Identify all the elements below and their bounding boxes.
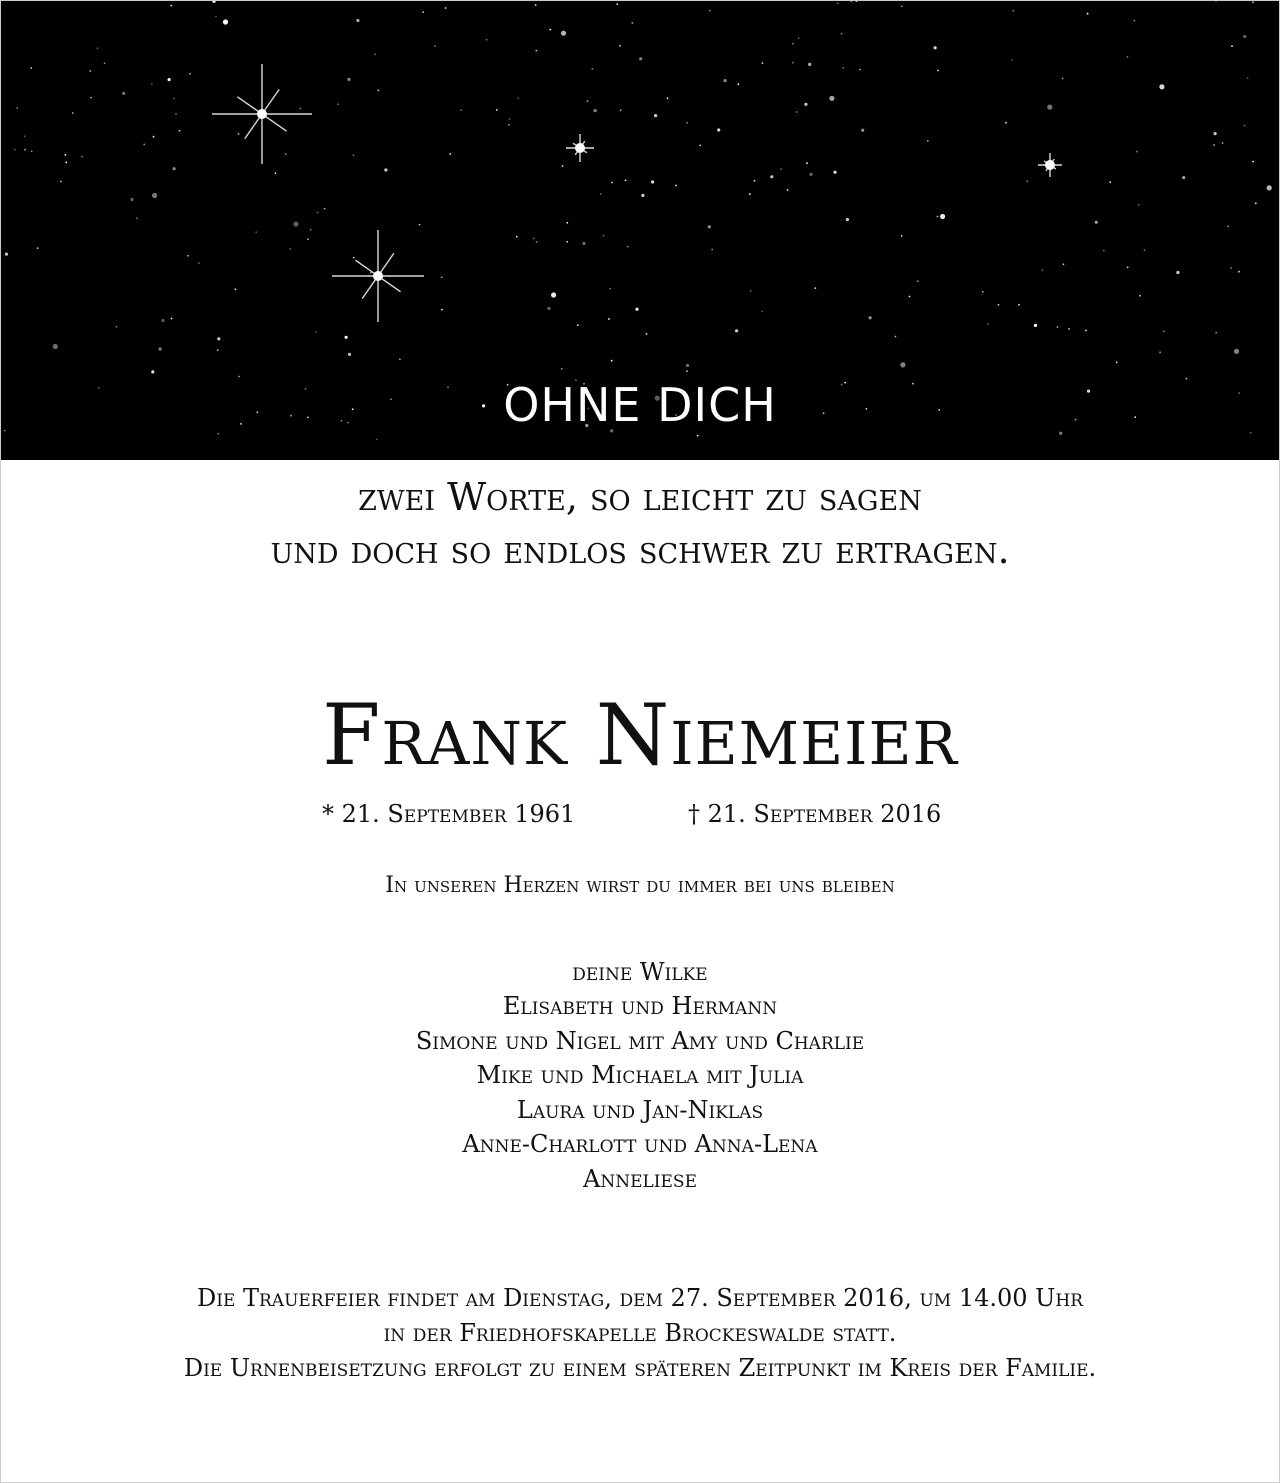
star-dot [792,62,794,64]
star-dot [24,149,26,151]
star-dot [1139,295,1141,297]
star-dot [238,133,240,135]
star-dot [1012,10,1014,12]
star-dot [377,90,379,92]
star-dot [516,236,518,238]
service-notice-line: Die Urnenbeisetzung erfolgt zu einem späteren Zeitpunkt im Kreis der Familie. [183,1354,1097,1382]
star-dot [709,10,711,12]
star-dot [1085,330,1087,332]
star-dot [737,83,739,85]
star-dot [173,167,176,170]
star-dot [441,309,443,311]
star-dot [611,182,613,184]
star-dot [441,277,443,279]
star-dot [561,31,566,36]
star-dot [1034,324,1037,327]
star-dot [486,39,488,41]
star-dot [384,168,387,171]
star-dot [24,135,26,137]
sparkle-star [332,230,424,322]
star-dot [987,323,989,325]
star-dot [639,57,642,60]
star-dot [654,114,657,117]
star-dot [796,111,798,113]
star-dot [1011,59,1013,61]
star-dot [750,290,752,292]
star-dot [187,255,189,257]
star-dot [153,136,155,138]
star-dot [917,280,919,282]
star-dot [345,336,348,339]
star-dot [1095,221,1098,224]
star-dot [374,54,376,56]
star-dot [982,291,984,293]
star-dot [697,435,699,437]
star-dot [64,154,66,156]
star-dot [217,349,219,351]
death-date: † 21. September 2016 [688,800,942,828]
star-dot [641,194,644,197]
star-dot [179,130,181,132]
star-dot [1222,142,1224,144]
poem-line-2: und doch so endlos schwer zu ertragen. [270,528,1010,572]
star-dot [53,344,58,349]
star-dot [175,113,177,115]
family-line: Mike und Michaela mit Julia [476,1061,804,1089]
sparkle-star [1038,153,1062,177]
star-dot [215,16,217,18]
star-dot [90,97,92,99]
star-dot [780,168,782,170]
star-dot [289,248,291,250]
star-dot [1057,326,1059,328]
star-dot [934,46,937,49]
star-dot [1063,263,1065,265]
star-dot [900,362,905,367]
star-dot [754,180,756,182]
star-dot [1144,249,1146,251]
star-dot [1255,202,1257,204]
family-line: deine Wilke [572,958,708,986]
starry-sky-banner [0,0,1280,460]
star-dot [171,318,173,320]
star-dot [566,241,568,243]
star-dot [646,333,648,335]
star-dot [770,175,773,178]
star-dot [419,224,421,226]
star-dot [787,189,789,191]
star-dot [901,235,903,237]
star-dot [809,173,812,176]
star-dot [808,63,811,66]
star-dot [143,144,145,146]
family-line: Elisabeth und Hermann [502,992,778,1020]
star-dot [1243,35,1246,38]
star-dot [1227,226,1229,228]
star-dot [667,97,669,99]
star-dot [1176,271,1179,274]
star-dot [895,336,897,338]
family-line: Simone und Nigel mit Amy und Charlie [415,1027,865,1055]
star-dot [708,225,711,228]
star-dot [104,62,106,64]
star-dot [131,198,134,201]
star-dot [762,62,764,64]
star-dot [627,246,629,248]
star-dot [89,70,91,72]
star-dot [582,242,585,245]
star-dot [1068,328,1070,330]
star-dot [761,311,763,313]
star-dot [337,103,339,105]
star-dot [600,193,602,195]
star-dot [14,149,16,151]
service-notice-line: Die Trauerfeier findet am Dienstag, dem 27. September 2016, um 14.00 Uhr [196,1284,1084,1312]
star-dot [804,103,807,106]
star-dot [217,433,219,435]
star-dot [937,216,939,218]
star-dot [1134,20,1136,22]
star-dot [1103,250,1105,252]
star-dot [285,153,287,155]
star-dot [217,337,220,340]
star-dot [551,292,556,297]
star-dot [806,162,808,164]
star-dot [651,180,654,183]
star-dot [1252,161,1254,163]
star-dot [422,11,424,13]
star-dot [749,193,751,195]
star-dot [1182,176,1185,179]
star-dot [1244,125,1246,127]
star-dot [846,218,849,221]
star-dot [496,109,498,111]
star-dot [449,153,451,155]
star-dot [509,118,511,120]
star-dot [161,319,164,322]
star-dot [136,218,138,220]
star-dot [460,109,462,111]
star-dot [998,304,1000,306]
star-dot [1214,132,1217,135]
service-notice-line: in der Friedhofskapelle Brockeswalde statt. [383,1319,897,1347]
star-dot [841,33,843,35]
star-dot [347,78,350,81]
star-dot [842,67,844,69]
star-dot [1018,304,1020,306]
star-dot [1138,204,1140,206]
star-dot [861,129,864,132]
star-dot [293,222,298,227]
star-dot [353,154,355,156]
star-dot [814,287,816,289]
star-dot [152,193,157,198]
star-dot [699,145,701,147]
star-dot [1087,13,1089,15]
star-dot [829,96,834,101]
star-dot [517,97,519,99]
star-dot [189,73,191,75]
star-dot [1234,349,1239,354]
star-dot [356,19,359,22]
star-dot [315,331,317,333]
star-dot [1127,56,1129,58]
star-dot [603,235,605,237]
star-dot [594,109,597,112]
star-dot [198,262,200,264]
star-dot [717,128,720,131]
star-dot [625,180,627,182]
star-dot [1231,45,1233,47]
star-dot [97,47,99,49]
star-dot [16,107,18,109]
star-dot [547,307,550,310]
star-dot [1059,432,1062,435]
star-dot [587,100,589,102]
star-dot [1127,267,1129,269]
star-dot [72,112,74,114]
star-dot [81,156,83,158]
star-dot [0,214,1,216]
star-dot [255,231,257,233]
star-dot [937,70,939,72]
star-dot [310,229,312,231]
star-dot [508,124,510,126]
star-dot [591,68,593,70]
star-dot [711,249,713,251]
star-dot [31,151,33,153]
star-dot [792,43,794,45]
star-dot [1116,361,1118,363]
star-dot [173,98,175,100]
star-dot [116,326,118,328]
star-dot [1252,1,1254,3]
star-dot [1136,151,1138,153]
star-dot [616,3,618,5]
star-dot [376,439,378,441]
star-dot [5,253,8,256]
star-dot [299,108,301,110]
star-dot [686,364,689,367]
star-dot [798,37,800,39]
star-dot [1215,332,1217,334]
star-dot [735,329,738,332]
star-dot [1027,180,1029,182]
star-dot [65,162,67,164]
family-line: Laura und Jan-Niklas [516,1096,764,1124]
star-dot [549,29,551,31]
star-dot [151,83,153,85]
star-dot [536,241,538,243]
star-dot [170,5,172,7]
star-dot [869,316,872,319]
poem-line-1: zwei Worte, so leicht zu sagen [358,475,922,519]
family-line: Anne-Charlott und Anna-Lena [462,1130,818,1158]
birth-date: * 21. September 1961 [322,800,576,828]
star-dot [1215,0,1217,2]
star-dot [619,45,621,47]
star-dot [353,257,355,259]
star-dot [235,288,237,290]
star-dot [859,69,861,71]
star-dot [536,50,538,52]
star-dot [562,165,564,167]
star-dot [1163,331,1165,333]
star-dot [631,22,633,24]
star-dot [561,368,563,370]
sparkle-star [566,134,594,162]
star-dot [686,370,688,372]
star-dot [445,7,447,9]
star-dot [37,247,39,249]
star-dot [675,185,677,187]
star-dot [399,359,401,361]
star-dot [168,78,171,81]
star-dot [348,353,351,356]
star-dot [1047,105,1052,110]
star-dot [1238,271,1240,273]
star-dot [901,6,903,8]
headline: OHNE DICH [503,378,777,432]
deceased-name: Frank Niemeier [322,686,958,784]
star-dot [223,19,228,24]
star-dot [837,3,839,5]
star-dot [1250,432,1252,434]
star-dot [833,171,836,174]
star-dot [30,67,32,69]
star-dot [608,318,610,320]
star-dot [1230,267,1232,269]
star-dot [151,370,154,373]
star-dot [212,0,215,3]
star-dot [851,0,853,2]
star-dot [927,140,929,142]
star-dot [307,238,309,240]
star-dot [1159,84,1164,89]
star-dot [60,181,62,183]
star-dot [1213,144,1215,146]
star-dot [275,172,277,174]
star-dot [317,212,319,214]
star-dot [1062,78,1064,80]
star-dot [159,347,162,350]
star-dot [533,238,535,240]
star-dot [434,45,436,47]
star-dot [535,4,537,6]
family-line: Anneliese [583,1165,697,1193]
memorial-motto: In unseren Herzen wirst du immer bei uns bleiben [385,873,895,898]
star-dot [1042,269,1044,271]
star-dot [577,324,579,326]
star-dot [122,92,125,95]
star-dot [909,296,911,298]
star-dot [856,0,858,2]
star-dot [1005,122,1007,124]
star-dot [1159,351,1161,353]
star-dot [686,122,688,124]
star-dot [611,360,613,362]
star-dot [1267,185,1272,190]
star-dot [1109,181,1111,183]
star-dot [566,222,568,224]
star-dot [324,208,326,210]
star-dot [609,288,611,290]
star-dot [724,79,727,82]
star-dot [940,214,945,219]
sparkle-star [212,64,312,164]
star-dot [1247,77,1249,79]
star-dot [635,308,638,311]
star-dot [620,109,622,111]
